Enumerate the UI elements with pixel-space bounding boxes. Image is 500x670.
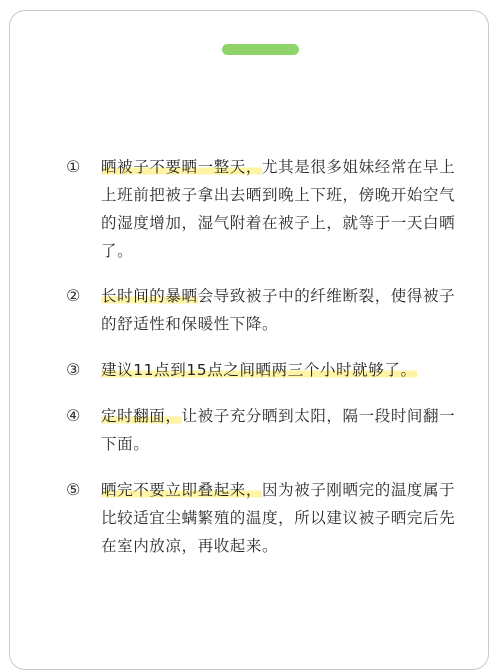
tip-highlight: 晒完不要立即叠起来， (101, 481, 263, 499)
tip-rest: 因为被子刚晒完的温度属于比较适宜尘螨繁殖的温度，所以建议被子晒完后先在室内放凉，再收起来。 (101, 481, 456, 555)
tip-number: ③ (66, 360, 81, 379)
tip-rest: 会导致被子中的纤维断裂，使得被子的舒适性和保暖性下降。 (101, 287, 456, 333)
tip-number: ② (66, 286, 81, 305)
tip-item-4 (66, 402, 466, 458)
tip-item-1 (66, 153, 466, 265)
tip-item-2 (66, 282, 466, 338)
tip-item-5 (66, 476, 466, 560)
tip-highlight: 定时翻面， (101, 407, 182, 425)
tip-text (101, 153, 466, 265)
tip-rest: 尤其是很多姐妹经常在早上上班前把被子拿出去晒到晚上下班，傍晚开始空气的湿度增加，湿气附着在被子上，就等于一天白晒了。 (101, 158, 456, 260)
tip-rest: 让被子充分晒到太阳，隔一段时间翻一下面。 (101, 407, 456, 453)
tip-number: ⑤ (66, 480, 81, 499)
tips-card (9, 10, 489, 670)
tip-highlight: 长时间的暴晒 (101, 287, 198, 305)
tip-text (101, 282, 466, 338)
tip-highlight: 建议11点到15点之间晒两三个小时就够了。 (101, 361, 417, 379)
tip-highlight: 晒被子不要晒一整天， (101, 158, 263, 176)
tip-text (101, 402, 466, 458)
tip-item-3 (66, 356, 466, 384)
tip-number: ④ (66, 406, 81, 425)
tip-number: ① (66, 157, 81, 176)
decorative-pill (222, 44, 299, 55)
tips-list (66, 153, 466, 560)
tip-text (101, 476, 466, 560)
tip-text (101, 356, 466, 384)
